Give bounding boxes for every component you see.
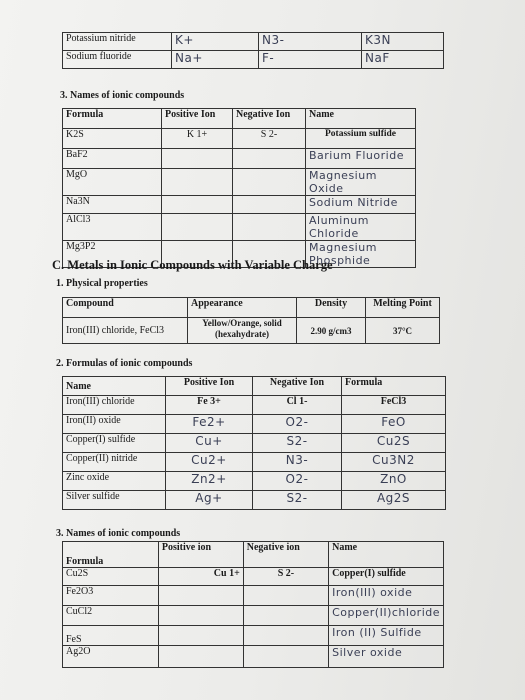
table-row: [63, 626, 444, 646]
table-row: [63, 214, 416, 241]
formula: FeCl3: [342, 396, 446, 415]
table-row: [63, 586, 444, 606]
formula: Ag2O: [63, 646, 159, 668]
negative-ion: [233, 214, 306, 241]
negative-ion: N3-: [253, 453, 342, 472]
negative-ion: [243, 606, 328, 626]
positive-ion: [162, 149, 233, 169]
table-row: [63, 51, 444, 69]
negative-ion: N3-: [259, 33, 362, 51]
section-title: 3. Names of ionic compounds: [56, 528, 181, 539]
header-compound: Compound: [63, 298, 188, 318]
positive-ion: Zn2+: [166, 472, 253, 491]
header-negative-ion: Negative Ion: [233, 109, 306, 129]
negative-ion: S2-: [253, 434, 342, 453]
compound-name: Iron(III) oxide: [329, 586, 444, 606]
section-title: 3. Names of ionic compounds: [60, 90, 185, 101]
negative-ion: [233, 149, 306, 169]
compound-name: Potassium sulfide: [306, 129, 416, 149]
positive-ion: K 1+: [162, 129, 233, 149]
table-header-row: [63, 109, 416, 129]
compound-name: Potassium nitride: [63, 33, 172, 51]
compound-name: Aluminum Chloride: [306, 214, 416, 241]
positive-ion: [162, 169, 233, 196]
compound-name: Copper(II) nitride: [63, 453, 166, 472]
compound-name: Iron (II) Sulfide: [329, 626, 444, 646]
header-formula: Formula: [342, 377, 446, 396]
formula: Cu3N2: [342, 453, 446, 472]
formula: FeO: [342, 415, 446, 434]
positive-ion: Fe 3+: [166, 396, 253, 415]
positive-ion: Cu 1+: [158, 568, 243, 586]
names-table-1: [62, 108, 416, 268]
table-row: [63, 453, 446, 472]
compound: Iron(III) chloride, FeCl3: [63, 318, 188, 344]
table-row: [63, 318, 440, 344]
compound-name: Copper(II)chloride: [329, 606, 444, 626]
names-table-2: [62, 541, 444, 668]
header-positive-ion: Positive ion: [158, 542, 243, 568]
table-row: [63, 434, 446, 453]
physical-properties-table: [62, 297, 440, 344]
negative-ion: [243, 586, 328, 606]
positive-ion: [158, 646, 243, 668]
formula: K2S: [63, 129, 162, 149]
formula: Mg3P2: [63, 241, 162, 268]
section-title: 2. Formulas of ionic compounds: [56, 358, 193, 369]
compound-name: Sodium fluoride: [63, 51, 172, 69]
header-name: Name: [306, 109, 416, 129]
negative-ion: O2-: [253, 415, 342, 434]
header-formula: Formula: [63, 542, 159, 568]
table-row: [63, 606, 444, 626]
section-heading: C. Metals in Ionic Compounds with Variable Charge: [52, 258, 333, 272]
top-table: [62, 32, 444, 69]
header-melting-point: Melting Point: [366, 298, 440, 318]
compound-name: Iron(III) chloride: [63, 396, 166, 415]
negative-ion: S 2-: [243, 568, 328, 586]
header-negative-ion: Negative ion: [243, 542, 328, 568]
table-row: [63, 396, 446, 415]
formula: BaF2: [63, 149, 162, 169]
header-positive-ion: Positive Ion: [166, 377, 253, 396]
positive-ion: Fe2+: [166, 415, 253, 434]
compound-name: Copper(I) sulfide: [329, 568, 444, 586]
compound-name: Zinc oxide: [63, 472, 166, 491]
positive-ion: [158, 626, 243, 646]
table-row: [63, 149, 416, 169]
header-density: Density: [297, 298, 366, 318]
negative-ion: [243, 626, 328, 646]
appearance-line-2: (hexahydrate): [215, 329, 269, 339]
table-row: [63, 568, 444, 586]
density: 2.90 g/cm3: [297, 318, 366, 344]
positive-ion: Cu2+: [166, 453, 253, 472]
table-row: [63, 129, 416, 149]
negative-ion: O2-: [253, 472, 342, 491]
formula: Ag2S: [342, 491, 446, 510]
table-header-row: [63, 377, 446, 396]
formula: CuCl2: [63, 606, 159, 626]
negative-ion: [233, 196, 306, 214]
negative-ion: [243, 646, 328, 668]
formula: Cu2S: [342, 434, 446, 453]
table-row: [63, 196, 416, 214]
header-name: Name: [329, 542, 444, 568]
negative-ion: S2-: [253, 491, 342, 510]
formula: Cu2S: [63, 568, 159, 586]
formula: ZnO: [342, 472, 446, 491]
compound-name: Iron(II) oxide: [63, 415, 166, 434]
header-name: Name: [63, 377, 166, 396]
table-row: [63, 491, 446, 510]
formula: NaF: [362, 51, 444, 69]
appearance: [188, 318, 297, 344]
positive-ion: [158, 606, 243, 626]
compound-name: Silver sulfide: [63, 491, 166, 510]
positive-ion: [162, 214, 233, 241]
formula: MgO: [63, 169, 162, 196]
header-appearance: Appearance: [188, 298, 297, 318]
compound-name: Copper(I) sulfide: [63, 434, 166, 453]
formula: Na3N: [63, 196, 162, 214]
compound-name: Sodium Nitride: [306, 196, 416, 214]
positive-ion: Na+: [172, 51, 259, 69]
compound-name: Silver oxide: [329, 646, 444, 668]
table-header-row: [63, 542, 444, 568]
melting-point: 37°C: [366, 318, 440, 344]
formula: Fe2O3: [63, 586, 159, 606]
negative-ion: S 2-: [233, 129, 306, 149]
formulas-table: [62, 376, 446, 510]
table-row: [63, 415, 446, 434]
table-row: [63, 33, 444, 51]
negative-ion: F-: [259, 51, 362, 69]
positive-ion: Cu+: [166, 434, 253, 453]
appearance-line-1: Yellow/Orange, solid: [202, 318, 282, 328]
compound-name: Magnesium Oxide: [306, 169, 416, 196]
formula: FeS: [63, 626, 159, 646]
header-formula: Formula: [63, 109, 162, 129]
formula: AlCl3: [63, 214, 162, 241]
positive-ion: Ag+: [166, 491, 253, 510]
table-row: [63, 169, 416, 196]
table-row: [63, 472, 446, 491]
compound-name: Barium Fluoride: [306, 149, 416, 169]
positive-ion: [162, 196, 233, 214]
table-row: [63, 646, 444, 668]
header-positive-ion: Positive Ion: [162, 109, 233, 129]
positive-ion: [158, 586, 243, 606]
negative-ion: Cl 1-: [253, 396, 342, 415]
compound-name: Magnesium Phosphide: [306, 241, 416, 268]
table-header-row: [63, 298, 440, 318]
negative-ion: [233, 169, 306, 196]
subsection-title: 1. Physical properties: [56, 278, 148, 289]
header-negative-ion: Negative Ion: [253, 377, 342, 396]
positive-ion: K+: [172, 33, 259, 51]
formula: K3N: [362, 33, 444, 51]
